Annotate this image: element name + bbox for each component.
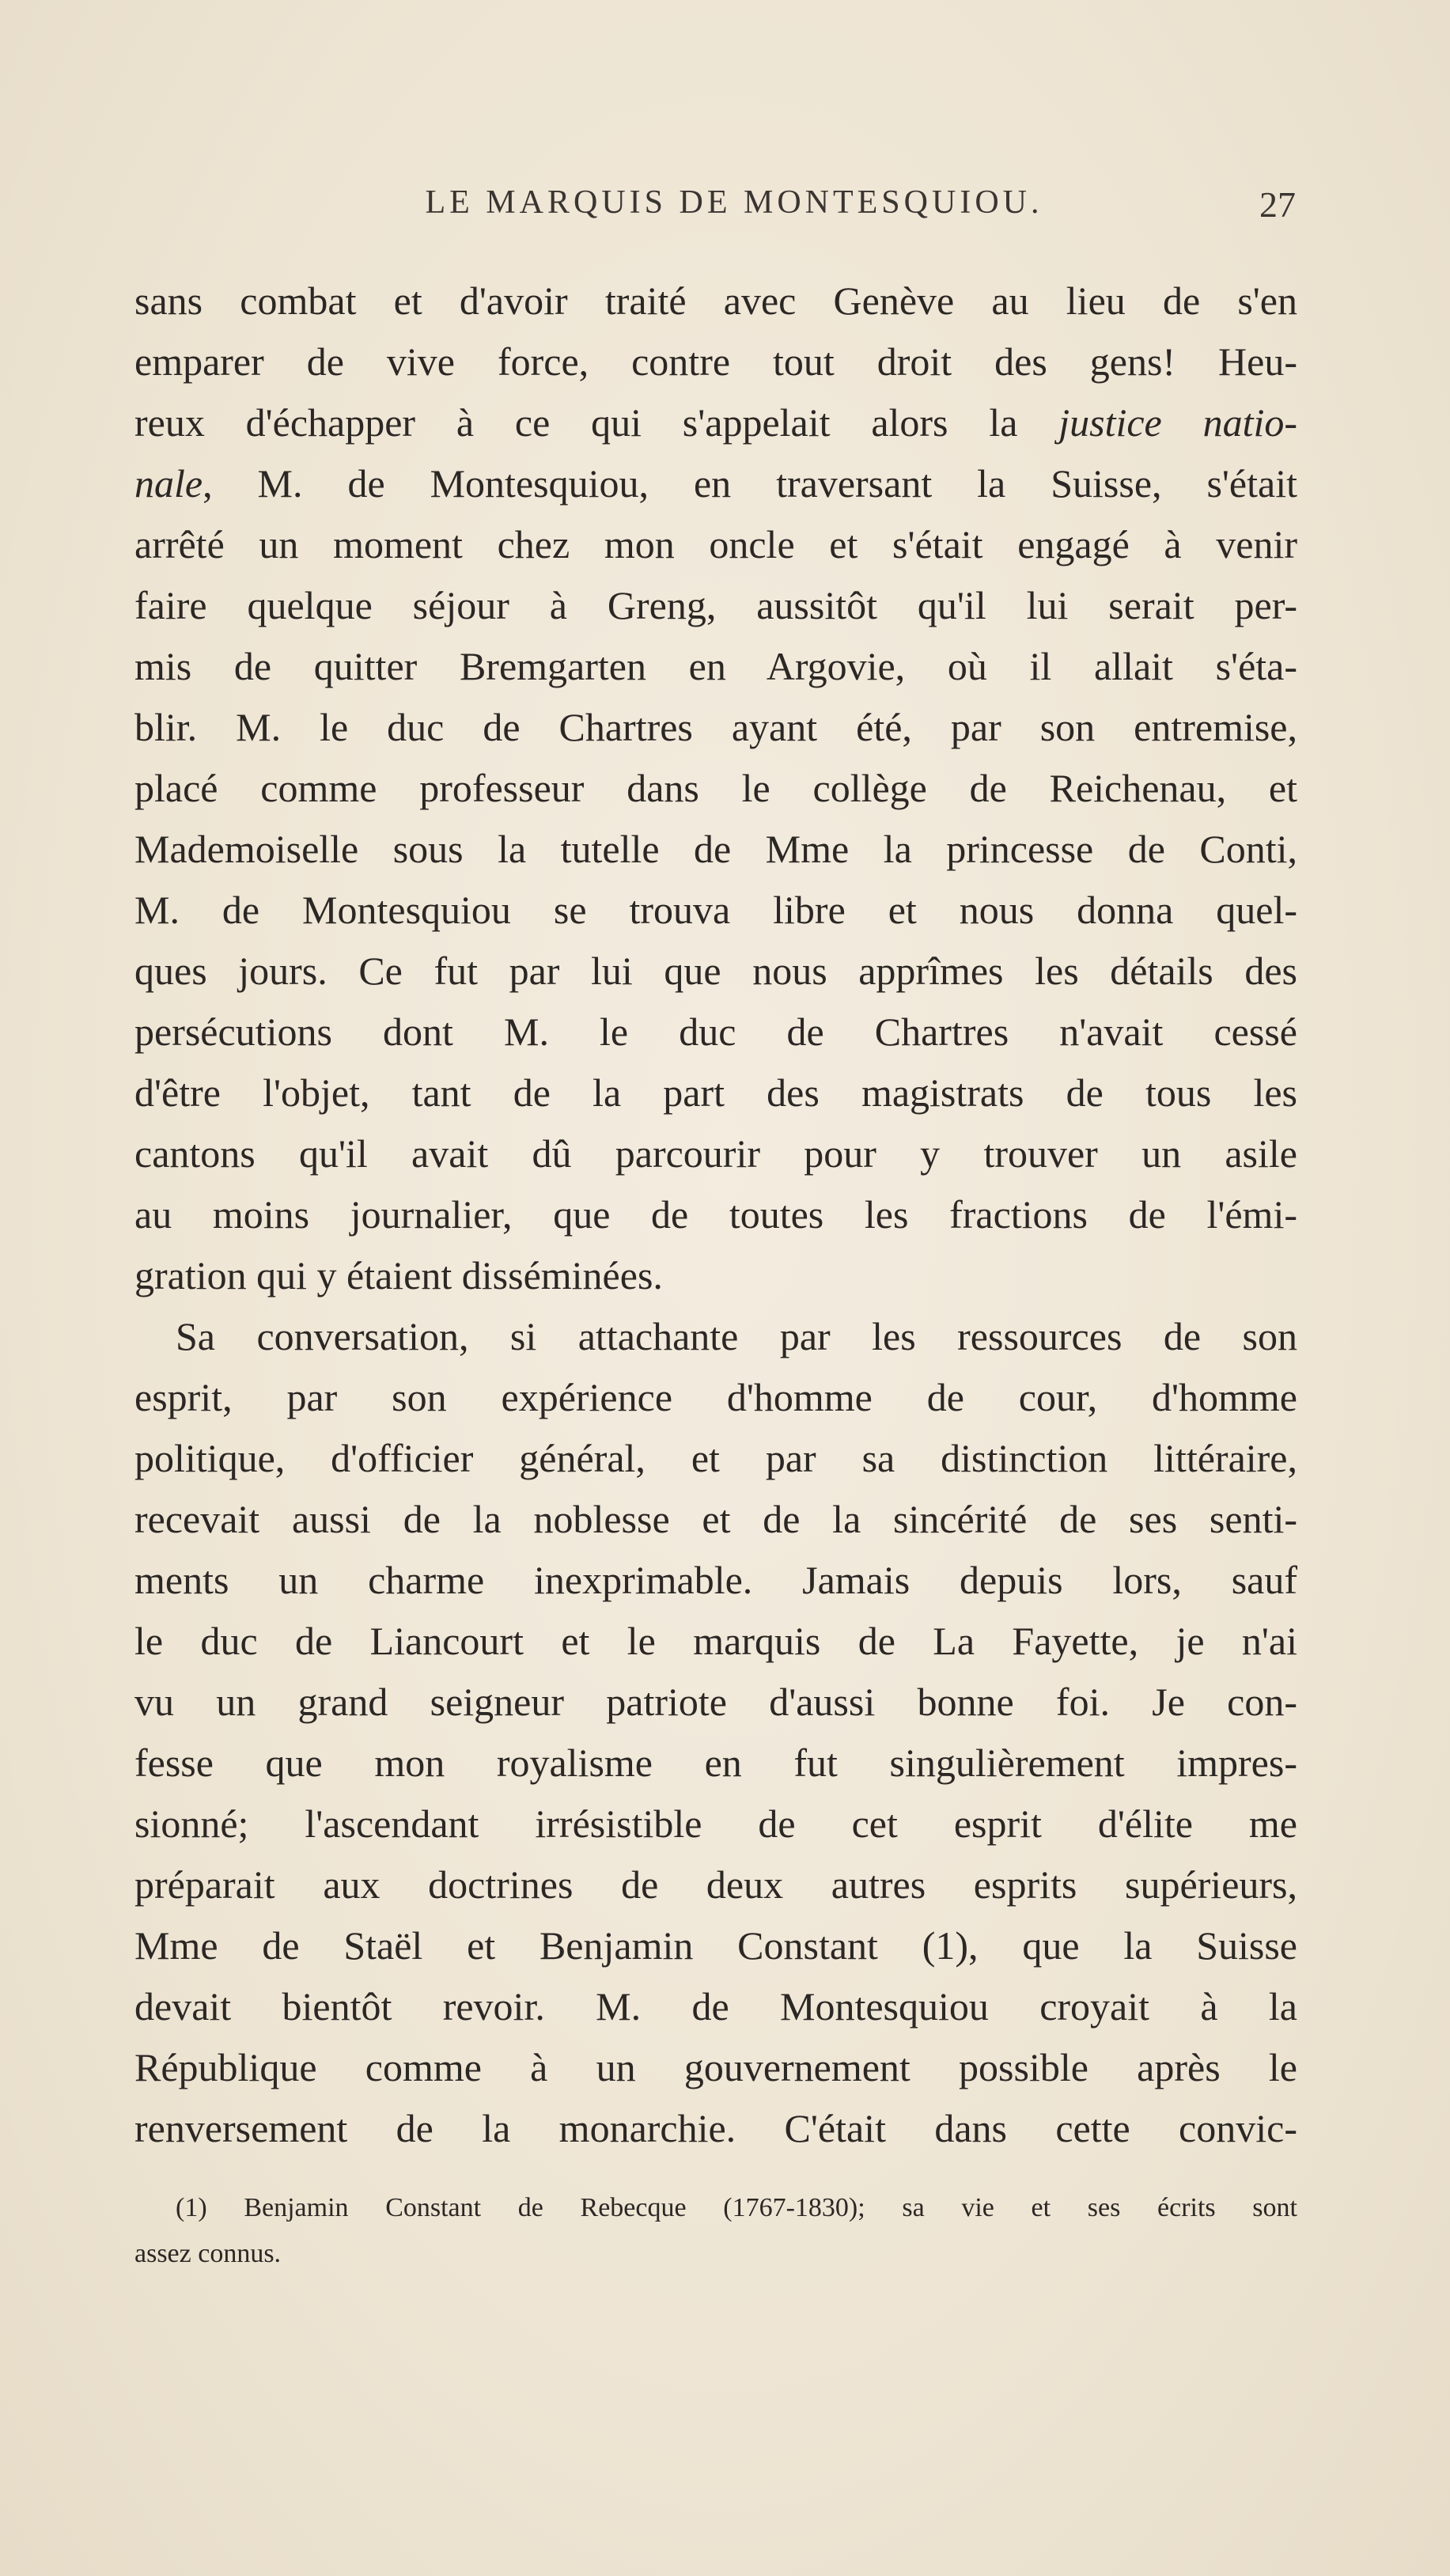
text-line: persécutions dont M. le duc de Chartres n'avait cessé	[134, 1010, 1297, 1054]
text-line: d'être l'objet, tant de la part des magistrats de tous les	[134, 1070, 1297, 1115]
text-segment: , M. de Montesquiou, en traversant la Suisse, s'était	[203, 461, 1297, 506]
italic-phrase: justice natio-	[1058, 400, 1297, 445]
text-line: République comme à un gouvernement possible après le	[134, 2045, 1297, 2089]
text-line: blir. M. le duc de Chartres ayant été, par son entremise,	[134, 705, 1297, 749]
text-line: M. de Montesquiou se trouva libre et nous donna quel-	[134, 888, 1297, 932]
text-line: esprit, par son expérience d'homme de cour, d'homme	[134, 1375, 1297, 1419]
text-line: préparait aux doctrines de deux autres esprits supérieurs,	[134, 1862, 1297, 1907]
text-line: fesse que mon royalisme en fut singulièrement impres-	[134, 1741, 1297, 1785]
text-line: arrêté un moment chez mon oncle et s'était engagé à venir	[134, 522, 1297, 566]
text-line: sans combat et d'avoir traité avec Genève au lieu de s'en	[134, 278, 1297, 323]
text-line: gration qui y étaient disséminées.	[134, 1253, 663, 1297]
text-line: Mademoiselle sous la tutelle de Mme la princesse de Conti,	[134, 827, 1297, 871]
text-line: cantons qu'il avait dû parcourir pour y trouver un asile	[134, 1131, 1297, 1176]
text-line	[134, 392, 1297, 453]
page-number: 27	[1259, 184, 1296, 225]
text-line: Mme de Staël et Benjamin Constant (1), que la Suisse	[134, 1923, 1297, 1968]
text-line: ques jours. Ce fut par lui que nous apprîmes les détails des	[134, 949, 1297, 993]
text-line: le duc de Liancourt et le marquis de La Fayette, je n'ai	[134, 1619, 1297, 1663]
text-line: renversement de la monarchie. C'était dans cette convic-	[134, 2106, 1297, 2150]
text-line: vu un grand seigneur patriote d'aussi bonne foi. Je con-	[134, 1680, 1297, 1724]
text-line: sionné; l'ascendant irrésistible de cet esprit d'élite me	[134, 1801, 1297, 1846]
text-line: Sa conversation, si attachante par les ressources de son	[176, 1314, 1297, 1358]
text-line: faire quelque séjour à Greng, aussitôt qu'il lui serait per-	[134, 583, 1297, 627]
footnote-line: (1) Benjamin Constant de Rebecque (1767-1830); sa vie et ses écrits sont	[176, 2193, 1297, 2222]
text-line: ments un charme inexprimable. Jamais depuis lors, sauf	[134, 1558, 1297, 1602]
text-line: devait bientôt revoir. M. de Montesquiou croyait à la	[134, 1984, 1297, 2029]
text-line: politique, d'officier général, et par sa distinction littéraire,	[134, 1436, 1297, 1480]
text-line: placé comme professeur dans le collège de Reichenau, et	[134, 766, 1297, 810]
body-text	[134, 271, 1297, 2159]
text-line: recevait aussi de la noblesse et de la sincérité de ses senti-	[134, 1497, 1297, 1541]
text-line: au moins journalier, que de toutes les fractions de l'émi-	[134, 1192, 1297, 1237]
running-title: LE MARQUIS DE MONTESQUIOU.	[425, 184, 1043, 221]
text-segment: reux d'échapper à ce qui s'appelait alors la	[134, 400, 1059, 445]
italic-phrase: nale	[134, 461, 203, 506]
text-line: mis de quitter Bremgarten en Argovie, où il allait s'éta-	[134, 644, 1297, 688]
text-line: emparer de vive force, contre tout droit des gens! Heu-	[134, 339, 1297, 384]
running-head	[220, 184, 1296, 239]
footnotes	[134, 2185, 1297, 2277]
text-line	[134, 453, 1297, 514]
footnote-line: assez connus.	[134, 2239, 282, 2268]
